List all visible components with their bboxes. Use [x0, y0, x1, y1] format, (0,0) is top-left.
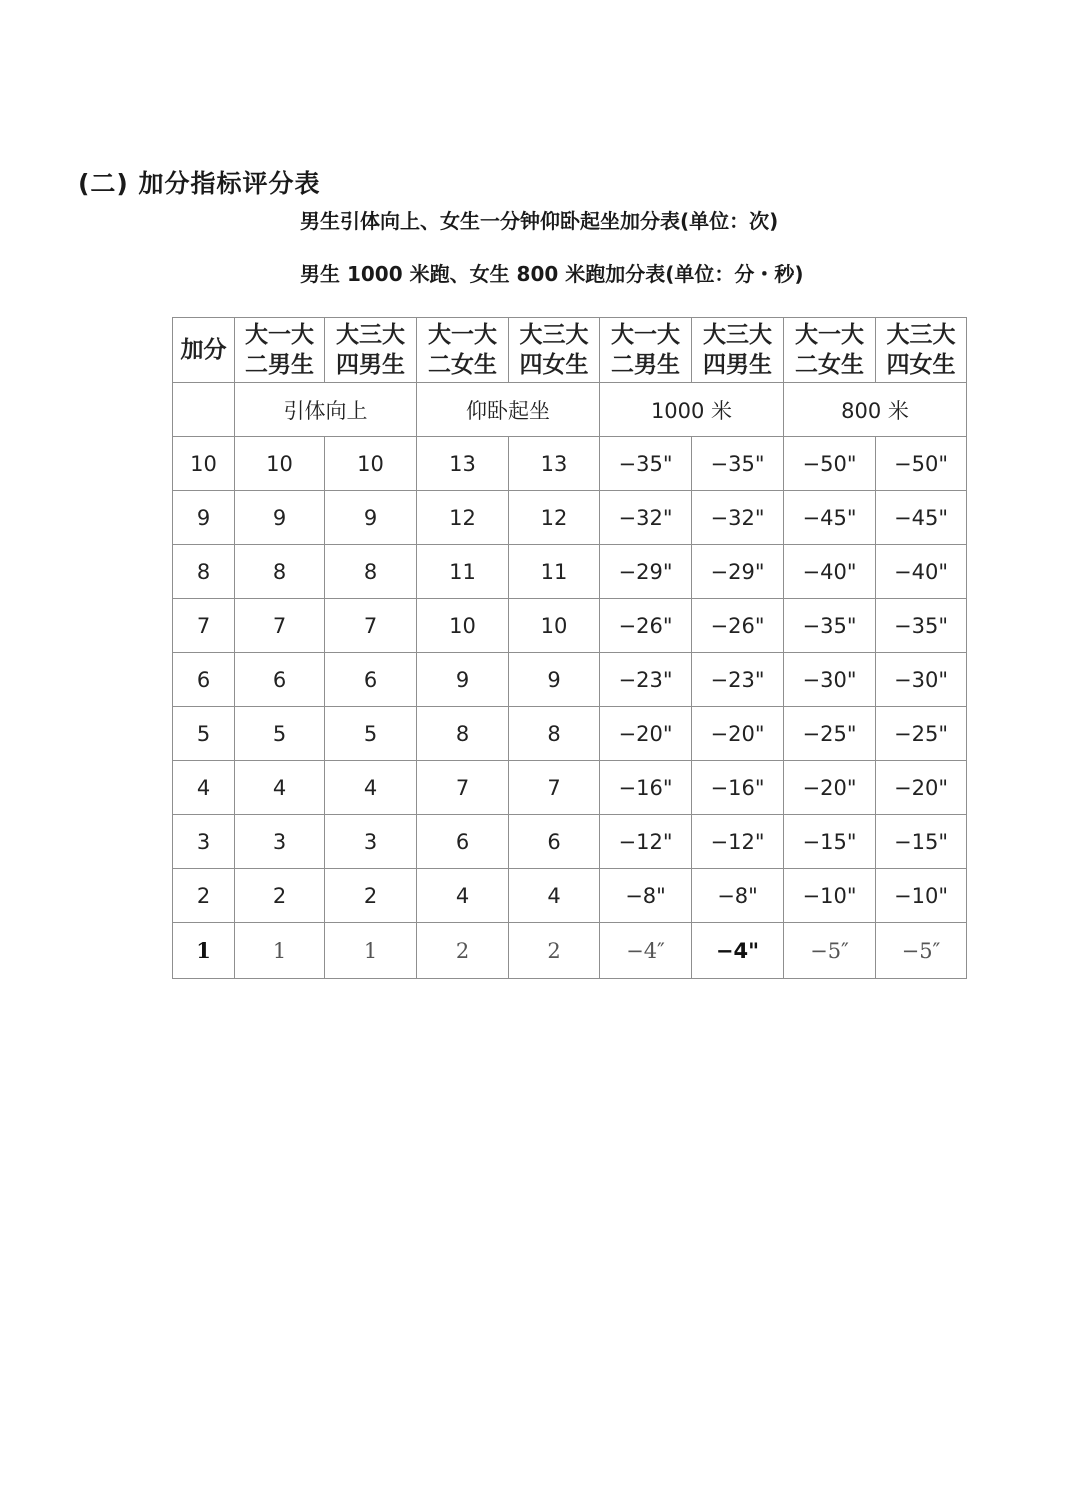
- table-cell: −12": [600, 815, 692, 869]
- header-cell: [509, 318, 600, 383]
- table-cell: 8: [235, 545, 325, 599]
- table-cell: −12": [692, 815, 784, 869]
- table-row: [173, 437, 967, 491]
- table-cell: −20": [876, 761, 967, 815]
- header-line: 大一大: [245, 322, 314, 348]
- category-blank: [173, 383, 235, 437]
- table-cell: −10": [876, 869, 967, 923]
- table-cell: 9: [417, 653, 509, 707]
- header-line: 大一大: [428, 322, 497, 348]
- category-pullup: 引体向上: [235, 383, 417, 437]
- table-cell: 12: [509, 491, 600, 545]
- table-cell: 3: [325, 815, 417, 869]
- table-row: [173, 815, 967, 869]
- table-cell: −15": [876, 815, 967, 869]
- score-cell: 2: [173, 869, 235, 923]
- table-cell: 10: [235, 437, 325, 491]
- table-cell: 2: [509, 923, 600, 979]
- table-cell: 7: [235, 599, 325, 653]
- header-cell: [235, 318, 325, 383]
- table-cell: 5: [325, 707, 417, 761]
- table-cell: −26": [692, 599, 784, 653]
- table-cell: −30": [876, 653, 967, 707]
- table-cell: 11: [509, 545, 600, 599]
- header-bonus: 加分: [173, 318, 235, 383]
- table-cell: 3: [235, 815, 325, 869]
- score-cell: 9: [173, 491, 235, 545]
- table-cell: −40": [784, 545, 876, 599]
- category-situp: 仰卧起坐: [417, 383, 600, 437]
- table-row: [173, 545, 967, 599]
- table-cell: 1: [325, 923, 417, 979]
- category-1000m: 1000 米: [600, 383, 784, 437]
- table-cell: 4: [417, 869, 509, 923]
- header-cell: [692, 318, 784, 383]
- table-cell: 4: [325, 761, 417, 815]
- header-cell: [784, 318, 876, 383]
- bonus-score-table: [172, 317, 967, 979]
- table-cell: −50": [784, 437, 876, 491]
- table-cell: 2: [235, 869, 325, 923]
- table-cell: 6: [325, 653, 417, 707]
- table-cell: 7: [417, 761, 509, 815]
- table-cell: 9: [509, 653, 600, 707]
- section-title: (二) 加分指标评分表: [78, 169, 321, 198]
- table-cell: −4″: [600, 923, 692, 979]
- header-line: 二男生: [611, 352, 680, 378]
- table-cell: 9: [235, 491, 325, 545]
- header-line: 大三大: [886, 322, 956, 348]
- header-cell: [325, 318, 417, 383]
- table-cell: −26": [600, 599, 692, 653]
- table-cell: −10": [784, 869, 876, 923]
- table-cell: 11: [417, 545, 509, 599]
- table-cell: −45": [784, 491, 876, 545]
- header-cell: [417, 318, 509, 383]
- subtitle-pullup-situp: 男生引体向上、女生一分钟仰卧起坐加分表(单位：次): [300, 209, 779, 233]
- table-row: [173, 653, 967, 707]
- table-cell: 9: [325, 491, 417, 545]
- header-line: 二女生: [428, 352, 497, 378]
- table-cell: −20": [784, 761, 876, 815]
- table-cell: 13: [417, 437, 509, 491]
- header-line: 四男生: [703, 352, 772, 378]
- table-cell: 1: [235, 923, 325, 979]
- score-cell: 7: [173, 599, 235, 653]
- table-cell: 6: [235, 653, 325, 707]
- table-cell: −8": [692, 869, 784, 923]
- table-cell: −40": [876, 545, 967, 599]
- table-row: [173, 707, 967, 761]
- header-line: 四女生: [886, 352, 956, 378]
- header-line: 大三大: [336, 322, 405, 348]
- header-cell: [876, 318, 967, 383]
- table-cell: −32": [600, 491, 692, 545]
- table-cell: −50": [876, 437, 967, 491]
- table-cell: 6: [417, 815, 509, 869]
- header-line: 大一大: [611, 322, 680, 348]
- table-cell: −29": [600, 545, 692, 599]
- category-800m: 800 米: [784, 383, 967, 437]
- table-cell: 2: [325, 869, 417, 923]
- subtitle-running: 男生 1000 米跑、女生 800 米跑加分表(单位：分・秒): [300, 262, 804, 286]
- table-cell: −8": [600, 869, 692, 923]
- header-line: 大三大: [519, 322, 589, 348]
- table-cell: −23": [692, 653, 784, 707]
- table-cell: 4: [235, 761, 325, 815]
- table-cell: −35": [600, 437, 692, 491]
- table-row: [173, 491, 967, 545]
- table-cell: 8: [509, 707, 600, 761]
- table-cell: −25": [876, 707, 967, 761]
- score-cell: 8: [173, 545, 235, 599]
- table-cell: −16": [692, 761, 784, 815]
- score-cell: 4: [173, 761, 235, 815]
- header-line: 大三大: [703, 322, 772, 348]
- score-cell: 10: [173, 437, 235, 491]
- table-cell: −35": [692, 437, 784, 491]
- category-row: [173, 383, 967, 437]
- score-cell: 1: [173, 923, 235, 979]
- header-cell: [600, 318, 692, 383]
- table-cell: 12: [417, 491, 509, 545]
- header-line: 大一大: [795, 322, 864, 348]
- table-cell: 7: [509, 761, 600, 815]
- table-cell: 5: [235, 707, 325, 761]
- table-cell: 10: [509, 599, 600, 653]
- table-cell: −4": [692, 923, 784, 979]
- table-row: [173, 761, 967, 815]
- score-cell: 5: [173, 707, 235, 761]
- score-cell: 3: [173, 815, 235, 869]
- table-header-row: [173, 318, 967, 383]
- table-cell: −32": [692, 491, 784, 545]
- header-line: 四女生: [519, 352, 589, 378]
- table-cell: −16": [600, 761, 692, 815]
- table-cell: −35": [876, 599, 967, 653]
- table-cell: −35": [784, 599, 876, 653]
- table-cell: −23": [600, 653, 692, 707]
- header-line: 四男生: [336, 352, 405, 378]
- table-row: [173, 869, 967, 923]
- table-cell: −30": [784, 653, 876, 707]
- table-cell: 13: [509, 437, 600, 491]
- table-cell: 10: [325, 437, 417, 491]
- table-cell: 6: [509, 815, 600, 869]
- table-row: [173, 599, 967, 653]
- header-line: 二男生: [245, 352, 314, 378]
- table-cell: −45": [876, 491, 967, 545]
- table-cell: 8: [325, 545, 417, 599]
- table-cell: −20": [692, 707, 784, 761]
- table-cell: −25": [784, 707, 876, 761]
- header-line: 二女生: [795, 352, 864, 378]
- table-cell: −5″: [876, 923, 967, 979]
- table-cell: 4: [509, 869, 600, 923]
- score-cell: 6: [173, 653, 235, 707]
- table-cell: 7: [325, 599, 417, 653]
- table-cell: −15": [784, 815, 876, 869]
- table-cell: −29": [692, 545, 784, 599]
- table-row: [173, 923, 967, 979]
- table-cell: 10: [417, 599, 509, 653]
- table-cell: 2: [417, 923, 509, 979]
- table-cell: −20": [600, 707, 692, 761]
- table-cell: 8: [417, 707, 509, 761]
- table-cell: −5″: [784, 923, 876, 979]
